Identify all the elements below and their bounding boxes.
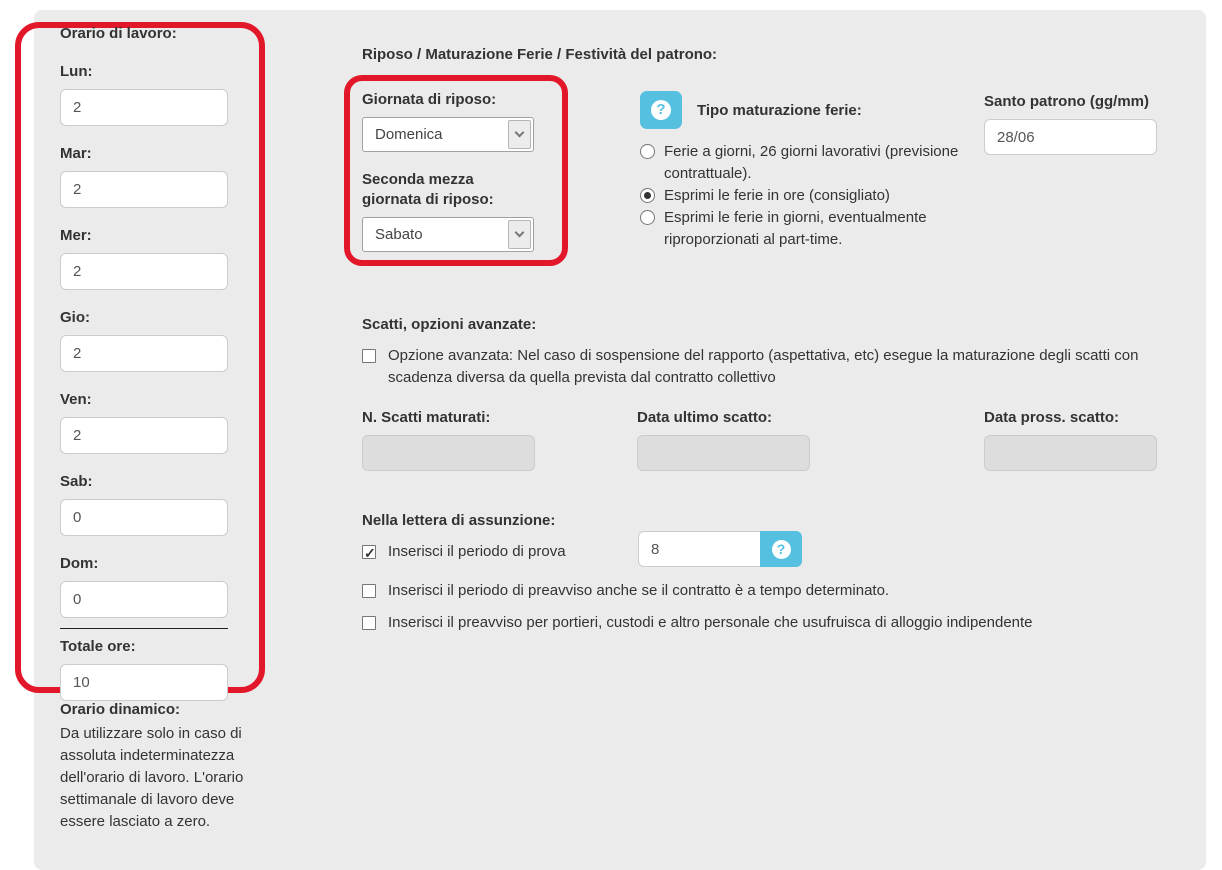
periodo-prova-help-button[interactable] [760, 531, 802, 567]
ferie-option-label: Esprimi le ferie in giorni, eventualmente riproporzionati al part-time. [664, 209, 927, 248]
rest-day-group [362, 90, 542, 252]
ferie-option-label: Ferie a giorni, 26 giorni lavorativi (previsione contrattuale). [664, 143, 959, 182]
day-row [60, 226, 232, 290]
day-input-sab[interactable] [60, 499, 228, 536]
day-input-mer[interactable] [60, 253, 228, 290]
alloggio-label: Inserisci il preavviso per portieri, custodi e altro personale che usufruisca di alloggio indipendente [388, 614, 1033, 631]
periodo-prova-input-group [638, 531, 802, 567]
lettera-section-title: Nella lettera di assunzione: [362, 512, 556, 529]
day-label-dom: Dom: [60, 555, 99, 572]
ferie-title: Tipo maturazione ferie: [697, 101, 862, 119]
data-prossimo-scatto-label: Data pross. scatto: [984, 409, 1120, 426]
day-label-ven: Ven: [60, 391, 92, 408]
half-rest-day-label: Seconda mezza giornata di riposo: [362, 171, 494, 208]
riposo-section-title: Riposo / Maturazione Ferie / Festività del patrono: [362, 46, 718, 63]
chevron-down-icon [508, 220, 531, 249]
dynamic-schedule-title: Orario dinamico: [60, 701, 181, 718]
ferie-option-row [640, 141, 970, 185]
work-schedule-column [60, 24, 232, 701]
ferie-accrual-group [640, 91, 970, 251]
ferie-radio-giorni-parttime[interactable] [640, 210, 655, 225]
chevron-down-icon [508, 120, 531, 149]
scatti-advanced-label: Opzione avanzata: Nel caso di sospensione del rapporto (aspettativa, etc) esegue la maturazione degli scatti con scadenza diversa da quella prevista dal contratto collettivo [388, 347, 1139, 386]
preavviso-row [362, 580, 889, 602]
alloggio-row [362, 612, 1033, 634]
scatti-advanced-checkbox[interactable] [362, 349, 376, 363]
scatti-field [362, 408, 535, 471]
work-schedule-title: Orario di lavoro: [60, 25, 177, 42]
ferie-options [640, 141, 970, 251]
day-label-mar: Mar: [60, 145, 92, 162]
day-input-mar[interactable] [60, 171, 228, 208]
day-row [60, 390, 232, 454]
periodo-prova-input[interactable] [638, 531, 760, 567]
rest-day-selected-value: Domenica [375, 126, 443, 143]
santo-patrono-group [984, 92, 1159, 155]
santo-patrono-input[interactable] [984, 119, 1157, 155]
day-row [60, 472, 232, 536]
total-hours-input[interactable] [60, 664, 228, 701]
alloggio-checkbox[interactable] [362, 616, 376, 630]
periodo-prova-label: Inserisci il periodo di prova [388, 543, 566, 560]
preavviso-label: Inserisci il periodo di preavviso anche se il contratto è a tempo determinato. [388, 582, 890, 599]
help-icon: ? [651, 100, 671, 120]
periodo-prova-row [362, 541, 566, 563]
data-ultimo-scatto-input [637, 435, 810, 471]
help-icon: ? [772, 540, 791, 559]
rest-day-select[interactable] [362, 117, 534, 152]
ferie-radio-giorni-26[interactable] [640, 144, 655, 159]
dynamic-schedule-text: Da utilizzare solo in caso di assoluta indeterminatezza dell'orario di lavoro. L'orario settimanale di lavoro deve essere lasciato a zero. [60, 725, 244, 830]
ferie-option-row [640, 207, 970, 251]
scatti-maturati-label: N. Scatti maturati: [362, 409, 491, 426]
ferie-help-button[interactable] [640, 91, 682, 129]
scatti-field [637, 408, 810, 471]
day-label-gio: Gio: [60, 309, 90, 326]
santo-patrono-label: Santo patrono (gg/mm) [984, 93, 1149, 110]
half-rest-day-select[interactable] [362, 217, 534, 252]
preavviso-checkbox[interactable] [362, 584, 376, 598]
day-row [60, 554, 232, 618]
ferie-option-label: Esprimi le ferie in ore (consigliato) [664, 187, 890, 204]
scatti-maturati-input [362, 435, 535, 471]
scatti-field [984, 408, 1157, 471]
day-input-gio[interactable] [60, 335, 228, 372]
data-prossimo-scatto-input [984, 435, 1157, 471]
total-separator [60, 628, 228, 629]
data-ultimo-scatto-label: Data ultimo scatto: [637, 409, 773, 426]
day-input-dom[interactable] [60, 581, 228, 618]
dynamic-schedule-note [60, 700, 282, 833]
day-input-ven[interactable] [60, 417, 228, 454]
day-label-lun: Lun: [60, 63, 93, 80]
day-row [60, 144, 232, 208]
periodo-prova-checkbox[interactable] [362, 545, 376, 559]
rest-day-label: Giornata di riposo: [362, 91, 497, 108]
day-input-lun[interactable] [60, 89, 228, 126]
half-rest-day-selected-value: Sabato [375, 226, 423, 243]
scatti-section-title: Scatti, opzioni avanzate: [362, 316, 537, 333]
day-row [60, 62, 232, 126]
day-label-mer: Mer: [60, 227, 92, 244]
day-label-sab: Sab: [60, 473, 93, 490]
scatti-advanced-option-row [362, 345, 1162, 389]
ferie-radio-ore[interactable] [640, 188, 655, 203]
day-row [60, 308, 232, 372]
ferie-option-row [640, 185, 970, 207]
total-hours-label: Totale ore: [60, 638, 136, 655]
